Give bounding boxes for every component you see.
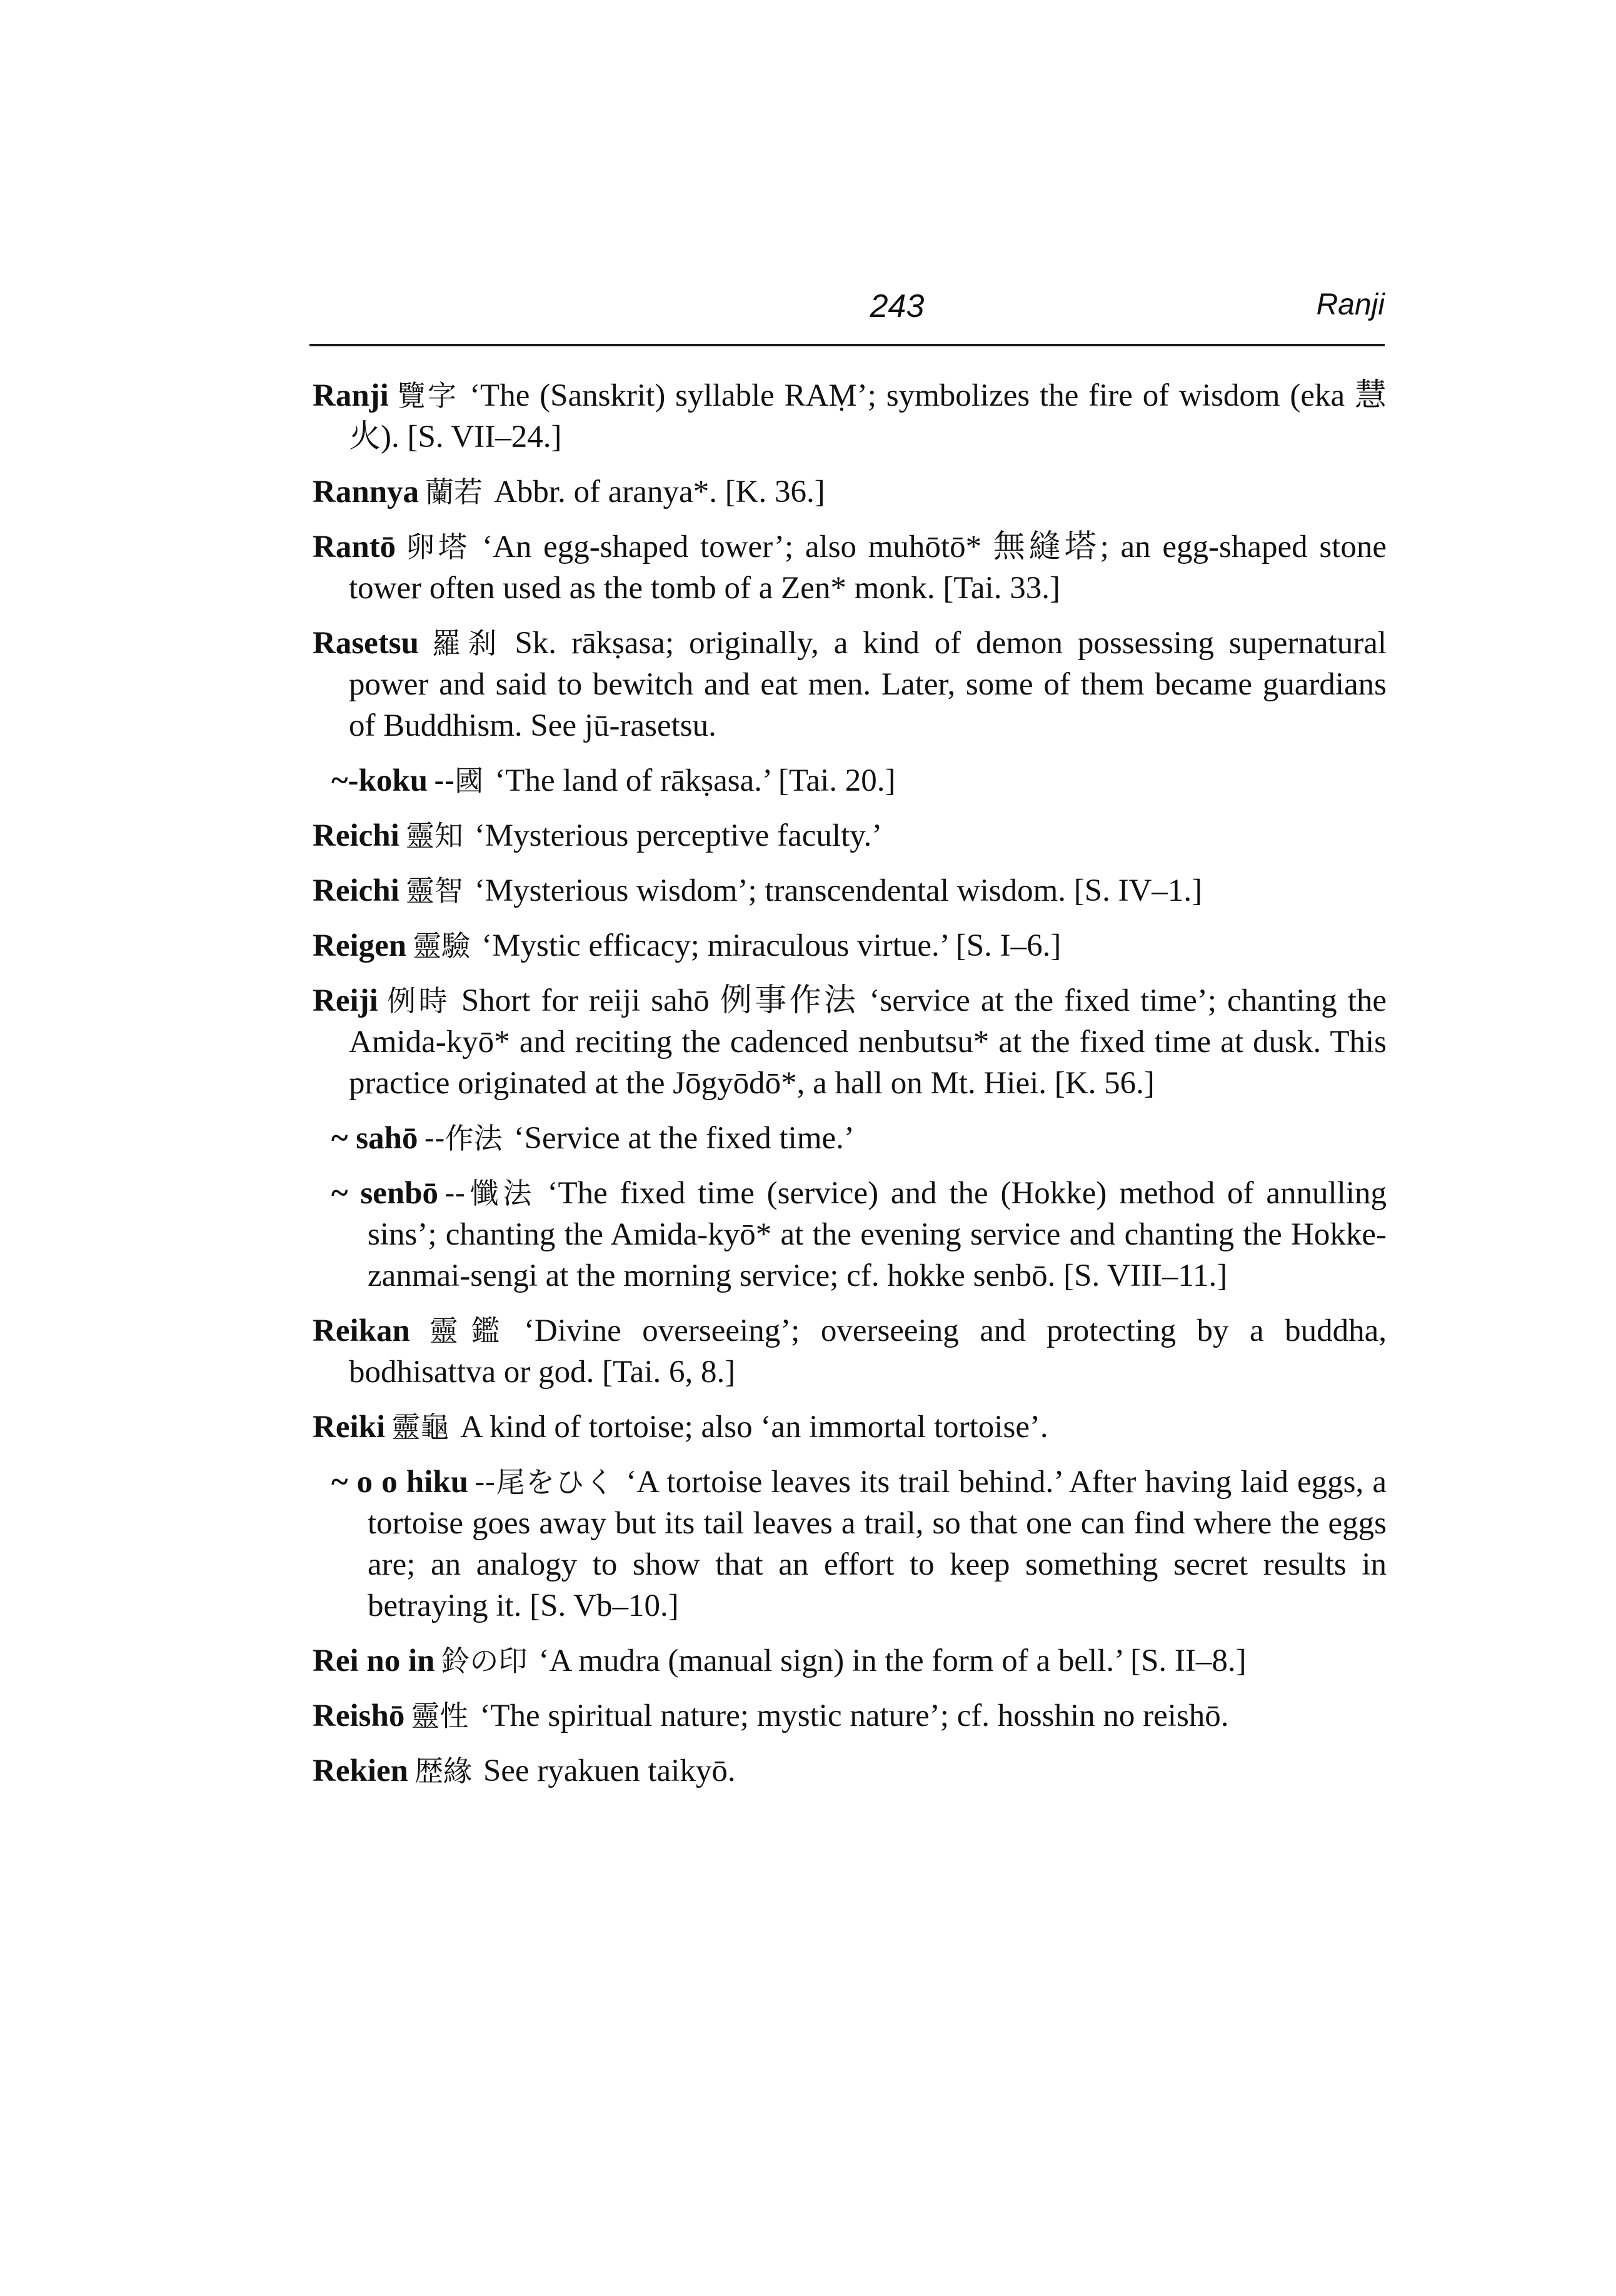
entry-headword: Rantō bbox=[313, 529, 396, 564]
entry-rannya bbox=[313, 471, 1387, 513]
entry-headword: Ranji bbox=[313, 378, 389, 413]
entry-kanji: --懺法 bbox=[444, 1176, 536, 1210]
entry-kanji: 靈智 bbox=[405, 874, 463, 908]
entry-definition: ‘Service at the fixed time.’ bbox=[513, 1121, 855, 1156]
entry-headword: ~ o o hiku bbox=[331, 1465, 469, 1500]
entry-kanji: 靈龜 bbox=[391, 1410, 449, 1444]
entry-kanji: 覽字 bbox=[394, 379, 459, 413]
entry-headword: Rei no in bbox=[313, 1643, 435, 1678]
entry-definition: ‘An egg-shaped tower’; also muhōtō* 無縫塔; an egg-shaped stone tower often used as the tomb of a Zen* monk. [Tai. 33.] bbox=[349, 529, 1387, 606]
entry-kanji: --國 bbox=[434, 764, 484, 798]
entry-reiji-senbo bbox=[331, 1173, 1387, 1296]
entry-headword: ~ senbō bbox=[331, 1176, 439, 1211]
entry-kanji: 靈知 bbox=[405, 819, 463, 853]
entry-reikan bbox=[313, 1310, 1387, 1393]
entry-ranto bbox=[313, 526, 1387, 609]
entry-reiki bbox=[313, 1406, 1387, 1448]
entry-rasetsu-koku bbox=[331, 760, 1387, 801]
entry-headword: Reichi bbox=[313, 818, 399, 853]
entry-definition: Short for reiji sahō 例事作法 ‘service at the fixed time’; chanting the Amida-kyō* and reciting the cadenced nenbutsu* at the fixed time at dusk. This practice originated at the Jōgyōdō*, a hall on Mt. Hiei. [K. 56.] bbox=[349, 983, 1387, 1101]
entry-definition: Abbr. of aranya*. [K. 36.] bbox=[494, 474, 825, 509]
entry-kanji: 例時 bbox=[384, 984, 450, 1018]
page-header bbox=[309, 288, 1385, 346]
page-number: 243 bbox=[870, 288, 925, 324]
entry-reigen bbox=[313, 925, 1387, 966]
entry-definition: ‘The fixed time (service) and the (Hokke) method of annulling sins’; chanting the Amida-kyō* at the evening service and chanting the Hokke-zanmai-sengi at the morning service; cf. hokke senbō. [S. VIII–11.] bbox=[368, 1176, 1387, 1293]
entry-definition: A kind of tortoise; also ‘an immortal tortoise’. bbox=[460, 1410, 1048, 1445]
entry-definition: See ryakuen taikyō. bbox=[483, 1753, 736, 1788]
entry-rasetsu bbox=[313, 623, 1387, 746]
entry-headword: Reikan bbox=[313, 1313, 410, 1348]
dictionary-entries bbox=[313, 375, 1387, 1805]
entry-headword: ~-koku bbox=[331, 763, 428, 798]
entry-headword: Rannya bbox=[313, 474, 419, 509]
entry-definition: ‘The spiritual nature; mystic nature’; cf. hosshin no reishō. bbox=[479, 1698, 1229, 1733]
entry-kanji: 卵塔 bbox=[402, 530, 471, 564]
entry-definition: ‘The (Sanskrit) syllable RAṂ’; symbolizes the fire of wisdom (eka 慧火). [S. VII–24.] bbox=[349, 378, 1387, 454]
entry-kanji: --作法 bbox=[424, 1121, 503, 1155]
entry-kanji: 靈性 bbox=[411, 1699, 469, 1733]
entry-headword: Rekien bbox=[313, 1753, 408, 1788]
entry-rei-no-in bbox=[313, 1640, 1387, 1682]
entry-definition: ‘Mysterious perceptive faculty.’ bbox=[474, 818, 883, 853]
entry-kanji: 靈鑑 bbox=[416, 1314, 513, 1348]
entry-definition: Sk. rākṣasa; originally, a kind of demon possessing supernatural power and said to bewitch and eat men. Later, some of them became guardians of Buddhism. See jū-rasetsu. bbox=[349, 626, 1387, 743]
entry-reiji bbox=[313, 980, 1387, 1104]
entry-reichi-faculty bbox=[313, 815, 1387, 856]
entry-definition: ‘The land of rākṣasa.’ [Tai. 20.] bbox=[494, 763, 896, 798]
entry-kanji: 鈴の印 bbox=[441, 1644, 528, 1678]
entry-ranji bbox=[313, 375, 1387, 458]
entry-definition: ‘A tortoise leaves its trail behind.’ After having laid eggs, a tortoise goes away but its tail leaves a trail, so that one can find where the eggs are; an analogy to show that an effort to keep something secret results in betraying it. [S. Vb–10.] bbox=[368, 1465, 1387, 1623]
entry-kanji: 歴緣 bbox=[414, 1754, 472, 1788]
entry-kanji: 靈驗 bbox=[413, 929, 471, 963]
entry-headword: Reichi bbox=[313, 873, 399, 908]
entry-headword: Reigen bbox=[313, 928, 407, 963]
entry-headword: Reishō bbox=[313, 1698, 405, 1733]
entry-kanji: 羅刹 bbox=[425, 626, 504, 660]
entry-kanji: 蘭若 bbox=[425, 475, 483, 509]
entry-definition: ‘A mudra (manual sign) in the form of a bell.’ [S. II–8.] bbox=[538, 1643, 1247, 1678]
entry-kanji: --尾をひく bbox=[474, 1465, 615, 1499]
entry-headword: ~ sahō bbox=[331, 1121, 418, 1156]
entry-headword: Reiji bbox=[313, 983, 378, 1018]
entry-reichi-wisdom bbox=[313, 870, 1387, 911]
entry-definition: ‘Divine overseeing’; overseeing and protecting by a buddha, bodhisattva or god. [Tai. 6, 8.] bbox=[349, 1313, 1387, 1390]
entry-headword: Rasetsu bbox=[313, 626, 419, 661]
entry-reiji-saho bbox=[331, 1118, 1387, 1159]
entry-rekien bbox=[313, 1750, 1387, 1792]
entry-reisho bbox=[313, 1695, 1387, 1737]
entry-headword: Reiki bbox=[313, 1410, 386, 1445]
entry-definition: ‘Mystic efficacy; miraculous virtue.’ [S. I–6.] bbox=[481, 928, 1061, 963]
running-head: Ranji bbox=[1316, 288, 1385, 321]
entry-definition: ‘Mysterious wisdom’; transcendental wisdom. [S. IV–1.] bbox=[474, 873, 1203, 908]
entry-reiki-o-o-hiku bbox=[331, 1461, 1387, 1627]
